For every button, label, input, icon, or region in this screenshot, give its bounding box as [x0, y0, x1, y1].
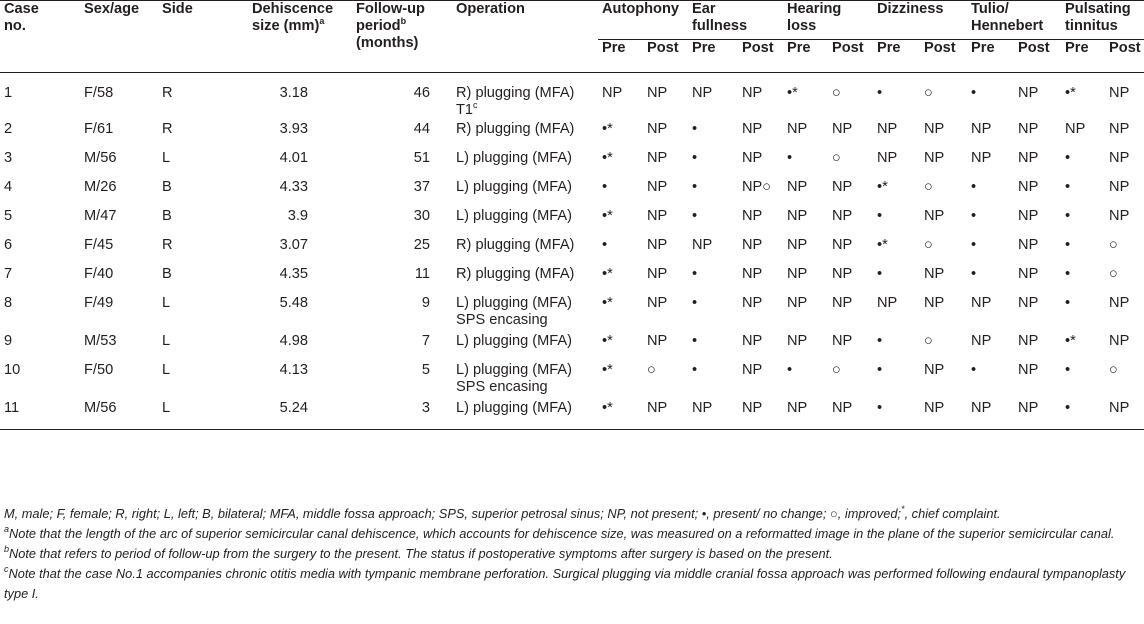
cell-symptom: NP — [1018, 85, 1039, 101]
cell-side: B — [162, 179, 172, 195]
abbrev-text: M, male; F, female; R, right; L, left; B, bilateral; MFA, middle fossa approach; SPS, superior petrosal sinus; NP, not present; •, present/ no change; ○, improved; — [4, 506, 902, 521]
cell-symptom: • — [877, 333, 883, 349]
cell-operation — [452, 362, 598, 400]
cell-symptom: •* — [598, 400, 643, 430]
operation-line2 — [456, 379, 594, 396]
cell-dehiscence-size: 4.35 — [279, 266, 308, 282]
header-case — [0, 1, 80, 61]
footnote-c-text: Note that the case No.1 accompanies chronic otitis media with tympanic membrane perforation. Surgical plugging via middle cranial fossa approach was performed following endaural tympanoplasty type I. — [4, 566, 1126, 601]
cell-symptom: •* — [602, 121, 613, 137]
cell-symptom: NP — [1018, 333, 1039, 349]
cell-symptom: NP — [647, 333, 668, 349]
cell-symptom: NP — [742, 121, 763, 137]
cell-case: 10 — [4, 362, 21, 378]
group-label-l2: fullness — [692, 18, 748, 34]
cell-symptom: NP○ — [742, 179, 772, 195]
cell-symptom: •* — [602, 333, 613, 349]
table-row — [0, 295, 1144, 333]
cell-symptom: ○ — [1109, 362, 1118, 378]
cell-symptom: •* — [787, 85, 798, 101]
cell-symptom: • — [877, 85, 883, 101]
operation-line1: L) plugging (MFA) — [456, 208, 572, 224]
cell-symptom: • — [692, 266, 698, 282]
cell-symptom: NP — [924, 266, 945, 282]
cell-followup: 11 — [414, 266, 430, 282]
cell-symptom: NP — [971, 295, 992, 311]
footnote-b — [4, 544, 1140, 564]
cell-followup: 25 — [413, 237, 430, 253]
footnote-a-sup: a — [4, 524, 10, 534]
footnote-b-text: Note that refers to period of follow-up from the surgery to the present. The status if postoperative symptoms after surgery is based on the present. — [9, 546, 833, 561]
cell-symptom: NP — [647, 85, 668, 101]
cell-side: B — [162, 208, 172, 224]
cell-symptom: •* — [602, 208, 613, 224]
cell-followup: 37 — [413, 179, 430, 195]
cell-symptom: • — [1065, 179, 1071, 195]
cell-symptom: ○ — [924, 237, 933, 253]
cell-symptom: NP — [877, 150, 898, 166]
cell-symptom: • — [787, 362, 793, 378]
footnote-b-sup: b — [4, 544, 10, 554]
cell-side: R — [162, 237, 173, 253]
cell-sexage: M/53 — [84, 333, 117, 349]
group-label-l2: loss — [787, 18, 817, 34]
cell-symptom: NP — [647, 208, 668, 224]
cell-symptom: • — [1065, 208, 1071, 224]
cell-case: 1 — [4, 85, 13, 101]
cell-symptom: NP — [1018, 121, 1039, 137]
cell-symptom: NP — [1014, 400, 1061, 430]
cell-symptom: NP — [1018, 362, 1039, 378]
cell-symptom: NP — [742, 295, 763, 311]
cell-symptom: NP — [1105, 400, 1144, 430]
operation-line1: R) plugging (MFA) — [456, 266, 575, 282]
table-footnotes — [4, 504, 1140, 604]
cell-symptom: NP — [1109, 179, 1130, 195]
cell-symptom: ○ — [832, 150, 841, 166]
cell-symptom: NP — [1018, 179, 1039, 195]
cell-symptom: NP — [647, 121, 668, 137]
cell-operation — [452, 73, 598, 122]
cell-sexage: F/58 — [84, 85, 114, 101]
cell-operation — [452, 179, 598, 208]
cell-side: L — [162, 150, 171, 166]
header-post: Post — [1014, 40, 1061, 61]
cell-symptom: NP — [643, 400, 688, 430]
cell-symptom: NP — [602, 85, 623, 101]
cell-operation — [452, 400, 598, 430]
table-row — [0, 179, 1144, 208]
cell-symptom: ○ — [924, 179, 933, 195]
header-group-ear-fullness — [688, 1, 783, 40]
table-row — [0, 266, 1144, 295]
cell-symptom: NP — [1109, 150, 1130, 166]
header-pre: Pre — [688, 40, 738, 61]
cell-symptom: NP — [1018, 208, 1039, 224]
cell-case: 3 — [4, 150, 13, 166]
cell-symptom: •* — [877, 237, 888, 253]
cell-symptom: NP — [787, 179, 808, 195]
group-label-l1: Dizziness — [877, 1, 944, 17]
footnote-c-sup: c — [4, 564, 9, 574]
cell-symptom: NP — [738, 400, 783, 430]
group-label-l1: Hearing — [787, 1, 842, 17]
footnote-a — [4, 524, 1140, 544]
cell-symptom: • — [602, 179, 608, 195]
table-row — [0, 362, 1144, 400]
footnote-c — [4, 564, 1140, 604]
cell-symptom: NP — [832, 295, 853, 311]
operation-line1: L) plugging (MFA) — [456, 150, 572, 166]
cell-symptom: • — [692, 295, 698, 311]
footnote-c-marker: c — [473, 100, 478, 110]
cell-symptom: NP — [742, 150, 763, 166]
cell-symptom: NP — [832, 121, 853, 137]
cell-side: L — [162, 362, 171, 378]
cell-symptom: NP — [1109, 208, 1130, 224]
cell-symptom: NP — [924, 208, 945, 224]
cell-dehiscence-size: 5.48 — [279, 295, 308, 311]
cell-symptom: ○ — [832, 85, 841, 101]
cell-dehiscence-size: 4.01 — [279, 150, 308, 166]
cell-symptom: ○ — [924, 333, 933, 349]
cell-symptom: • — [1065, 237, 1071, 253]
cell-symptom: • — [787, 150, 793, 166]
header-case-l2: no. — [4, 18, 26, 34]
cell-symptom: NP — [692, 85, 713, 101]
operation-line1: L) plugging (MFA) — [456, 295, 572, 311]
group-label-l2: tinnitus — [1065, 18, 1118, 34]
group-label-l2: Hennebert — [971, 18, 1044, 34]
header-dehiscence-l2: size (mm) — [252, 18, 320, 34]
cell-followup: 7 — [421, 333, 430, 349]
cell-followup: 44 — [413, 121, 430, 137]
table-row — [0, 333, 1144, 362]
cell-symptom: • — [692, 121, 698, 137]
cell-symptom: • — [1065, 266, 1071, 282]
cell-symptom: • — [1065, 362, 1071, 378]
cell-sexage: F/49 — [84, 295, 114, 311]
cell-dehiscence-size: 3.18 — [279, 85, 308, 101]
cell-symptom: NP — [832, 333, 853, 349]
cell-symptom: NP — [787, 333, 808, 349]
cell-dehiscence-size: 4.13 — [279, 362, 308, 378]
operation-line2 — [456, 312, 594, 329]
cell-case: 7 — [4, 266, 13, 282]
cell-symptom: • — [877, 208, 883, 224]
group-label-l1: Autophony — [602, 1, 680, 17]
cell-symptom: NP — [1109, 85, 1130, 101]
cell-followup: 9 — [421, 295, 430, 311]
cell-symptom: • — [971, 179, 977, 195]
footnote-b-marker: b — [400, 16, 407, 26]
table-row — [0, 237, 1144, 266]
operation-line1: R) plugging (MFA) — [456, 237, 575, 253]
header-post: Post — [828, 40, 873, 61]
cell-symptom: • — [602, 237, 608, 253]
abbreviations-note — [4, 504, 1140, 524]
header-post: Post — [643, 40, 688, 61]
cell-side: B — [162, 266, 172, 282]
operation-line2 — [456, 102, 594, 119]
cell-case: 6 — [4, 237, 13, 253]
cell-case: 9 — [4, 333, 13, 349]
cell-sexage: M/26 — [84, 179, 117, 195]
cell-symptom: NP — [742, 362, 763, 378]
cell-dehiscence-size: 5.24 — [240, 400, 352, 430]
cell-operation — [452, 266, 598, 295]
header-followup — [352, 1, 452, 61]
cell-symptom: •* — [877, 179, 888, 195]
cell-symptom: NP — [971, 333, 992, 349]
header-group-tulio — [967, 1, 1061, 40]
operation-line1: R) plugging (MFA) — [456, 121, 575, 137]
table-row — [0, 400, 1144, 430]
cell-followup: 51 — [413, 150, 430, 166]
cell-symptom: NP — [832, 237, 853, 253]
cell-operation — [452, 121, 598, 150]
cell-symptom: NP — [877, 121, 898, 137]
cell-symptom: • — [971, 85, 977, 101]
cell-symptom: • — [971, 266, 977, 282]
cell-operation — [452, 150, 598, 179]
cell-symptom: NP — [647, 266, 668, 282]
cell-symptom: NP — [787, 266, 808, 282]
operation-line2-text: SPS encasing — [456, 379, 548, 395]
cell-symptom: NP — [783, 400, 828, 430]
cell-symptom: • — [877, 362, 883, 378]
cell-sexage: F/45 — [84, 237, 114, 253]
header-group-autophony — [598, 1, 688, 40]
header-pre: Pre — [783, 40, 828, 61]
cell-side: L — [158, 400, 240, 430]
cell-symptom: •* — [1065, 333, 1076, 349]
header-dehiscence — [240, 1, 352, 61]
cell-symptom: •* — [1065, 85, 1076, 101]
cell-symptom: • — [1065, 150, 1071, 166]
cell-symptom: NP — [742, 333, 763, 349]
cell-operation — [452, 237, 598, 266]
cell-case: 4 — [4, 179, 13, 195]
cell-symptom: NP — [647, 237, 668, 253]
header-followup-l3: (months) — [356, 35, 419, 51]
cell-symptom: ○ — [1109, 266, 1118, 282]
footnote-a-text: Note that the length of the arc of superior semicircular canal dehiscence, which accounts for dehiscence size, was measured on a reformatted image in the plane of the superior semicircular canal. — [9, 526, 1115, 541]
abbrev-star: * — [901, 504, 905, 514]
cell-symptom: NP — [1109, 295, 1130, 311]
cell-symptom: • — [1065, 295, 1071, 311]
cell-symptom: ○ — [1109, 237, 1118, 253]
operation-line1: L) plugging (MFA) — [456, 179, 572, 195]
cell-symptom: NP — [1018, 150, 1039, 166]
operation-line1: L) plugging (MFA) — [456, 362, 572, 378]
group-label-l1: Pulsating — [1065, 1, 1131, 17]
cell-symptom: NP — [692, 237, 713, 253]
group-label-l1: Tulio/ — [971, 1, 1009, 17]
cell-symptom: NP — [832, 179, 853, 195]
cell-symptom: NP — [924, 121, 945, 137]
cell-followup: 30 — [413, 208, 430, 224]
operation-line1: L) plugging (MFA) — [456, 400, 572, 416]
cell-sexage: F/50 — [84, 362, 114, 378]
header-case-l1: Case — [4, 1, 39, 17]
header-side: Side — [162, 1, 193, 17]
header-followup-l1: Follow-up — [356, 1, 425, 17]
cell-symptom: NP — [1065, 121, 1086, 137]
cell-symptom: NP — [688, 400, 738, 430]
operation-line2-text: SPS encasing — [456, 312, 548, 328]
cell-symptom: NP — [1018, 295, 1039, 311]
group-label-l1: Ear — [692, 1, 716, 17]
table-row — [0, 121, 1144, 150]
cell-symptom: NP — [787, 208, 808, 224]
cell-case: 2 — [4, 121, 13, 137]
cell-operation — [452, 208, 598, 237]
cell-symptom: ○ — [832, 362, 841, 378]
cell-symptom: • — [692, 333, 698, 349]
cell-side: L — [162, 333, 171, 349]
header-followup-l2: period — [356, 18, 401, 34]
cell-symptom: • — [692, 362, 698, 378]
cell-dehiscence-size: 3.07 — [279, 237, 308, 253]
footnote-a-marker: a — [319, 16, 325, 26]
cell-symptom: NP — [647, 179, 668, 195]
cell-symptom: •* — [602, 150, 613, 166]
cell-symptom: NP — [742, 85, 763, 101]
cell-symptom: NP — [828, 400, 873, 430]
cell-symptom: NP — [1109, 121, 1130, 137]
cell-case: 5 — [4, 208, 13, 224]
header-post: Post — [920, 40, 967, 61]
header-post: Post — [1105, 40, 1144, 61]
cell-symptom: • — [1061, 400, 1105, 430]
abbrev-tail: , chief complaint. — [904, 506, 1001, 521]
cell-sexage: F/40 — [84, 266, 114, 282]
cell-symptom: ○ — [647, 362, 656, 378]
cell-symptom: NP — [920, 400, 967, 430]
cell-symptom: • — [692, 208, 698, 224]
cell-case: 11 — [0, 400, 80, 430]
cell-symptom: • — [971, 237, 977, 253]
cell-followup: 5 — [421, 362, 430, 378]
cell-side: R — [162, 85, 173, 101]
cell-symptom: NP — [971, 121, 992, 137]
header-dehiscence-l1: Dehiscence — [252, 1, 334, 17]
cell-symptom: • — [873, 400, 920, 430]
cell-symptom: NP — [832, 266, 853, 282]
header-pre: Pre — [967, 40, 1014, 61]
cell-case: 8 — [4, 295, 13, 311]
header-group-tinnitus — [1061, 1, 1144, 40]
table-row — [0, 208, 1144, 237]
cell-side: L — [162, 295, 171, 311]
cell-symptom: NP — [832, 208, 853, 224]
cell-symptom: NP — [742, 237, 763, 253]
header-pre: Pre — [873, 40, 920, 61]
cell-sexage: M/47 — [84, 208, 117, 224]
header-operation: Operation — [456, 1, 525, 17]
cell-followup: 46 — [413, 85, 430, 101]
table-body — [0, 73, 1144, 430]
header-pre: Pre — [1061, 40, 1105, 61]
operation-line1: R) plugging (MFA) — [456, 85, 575, 101]
cell-symptom: NP — [742, 208, 763, 224]
cell-symptom: NP — [924, 295, 945, 311]
cell-symptom: • — [692, 179, 698, 195]
header-sexage: Sex/age — [84, 1, 140, 17]
cell-symptom: NP — [742, 266, 763, 282]
operation-line1: L) plugging (MFA) — [456, 333, 572, 349]
cell-dehiscence-size: 3.93 — [279, 121, 308, 137]
cell-symptom: • — [692, 150, 698, 166]
cell-symptom: NP — [967, 400, 1014, 430]
cell-dehiscence-size: 4.98 — [279, 333, 308, 349]
cell-symptom: NP — [787, 295, 808, 311]
cell-sexage: M/56 — [84, 150, 117, 166]
cell-side: R — [162, 121, 173, 137]
cell-symptom: •* — [602, 266, 613, 282]
operation-line2-text: T1 — [456, 102, 474, 118]
cell-symptom: • — [971, 208, 977, 224]
cell-symptom: •* — [602, 362, 613, 378]
cell-symptom: NP — [647, 150, 668, 166]
cell-sexage: M/56 — [80, 400, 158, 430]
header-post: Post — [738, 40, 783, 61]
header-group-hearing-loss — [783, 1, 873, 40]
cell-symptom: •* — [602, 295, 613, 311]
cell-symptom: NP — [787, 237, 808, 253]
header-group-dizziness — [873, 1, 967, 40]
cell-symptom: NP — [971, 150, 992, 166]
table-row — [0, 73, 1144, 122]
cell-symptom: NP — [1018, 266, 1039, 282]
cell-symptom: NP — [787, 121, 808, 137]
cell-symptom: NP — [1109, 333, 1130, 349]
cell-symptom: NP — [647, 295, 668, 311]
cell-symptom: • — [877, 266, 883, 282]
cell-sexage: F/61 — [84, 121, 114, 137]
cell-symptom: NP — [924, 150, 945, 166]
cell-operation — [452, 295, 598, 333]
header-pre: Pre — [598, 40, 643, 61]
table-row — [0, 150, 1144, 179]
cell-symptom: NP — [877, 295, 898, 311]
cell-symptom: NP — [1018, 237, 1039, 253]
cell-symptom: • — [971, 362, 977, 378]
cell-operation — [452, 333, 598, 362]
cell-dehiscence-size: 4.33 — [279, 179, 308, 195]
cell-followup: 3 — [352, 400, 452, 430]
cell-symptom: NP — [924, 362, 945, 378]
cell-symptom: ○ — [924, 85, 933, 101]
cell-dehiscence-size: 3.9 — [287, 208, 308, 224]
